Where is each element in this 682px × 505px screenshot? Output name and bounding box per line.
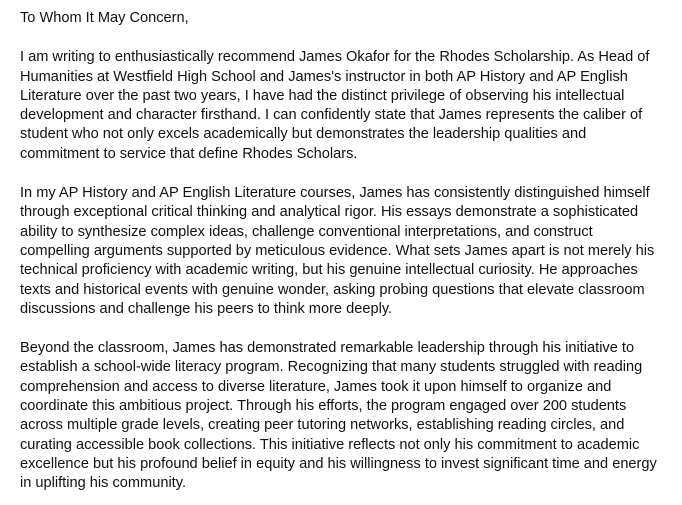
letter-paragraph-introduction: I am writing to enthusiastically recommend James Okafor for the Rhodes Scholarship. As Head of Humanities at Westfield High School and James's instructor in both AP History and AP English Literature over the past two years, I have had the distinct privilege of observing his intellectual development and character firsthand. I can confidently state that James represents the caliber of student who not only excels academically but demonstrates the leadership qualities and commitment to service that define Rhodes Scholars. — [20, 49, 650, 162]
letter-paragraph-leadership: Beyond the classroom, James has demonstrated remarkable leadership through his initiative to establish a school-wide literacy program. Recognizing that many students struggled with reading comprehension and access to diverse literature, James took it upon himself to organize and coordinate this ambitious project. Through his efforts, the program engaged over 200 students across multiple grade levels, creating peer tutoring networks, establishing reading circles, and curating accessible book collections. This initiative reflects not only his commitment to academic excellence but his profound belief in equity and his willingness to invest significant time and energy in uplifting his community. — [20, 340, 657, 492]
letter-paragraph-academics: In my AP History and AP English Literature courses, James has consistently distinguished himself through exceptional critical thinking and analytical rigor. His essays demonstrate a sophisticated ability to synthesize complex ideas, challenge conventional interpretations, and construct compelling arguments supported by meticulous evidence. What sets James apart is not merely his technical proficiency with academic writing, but his genuine intellectual curiosity. He approaches texts and historical events with genuine wonder, asking probing questions that elevate classroom discussions and challenge his peers to think more deeply. — [20, 185, 655, 317]
letter-greeting: To Whom It May Concern, — [20, 10, 189, 26]
